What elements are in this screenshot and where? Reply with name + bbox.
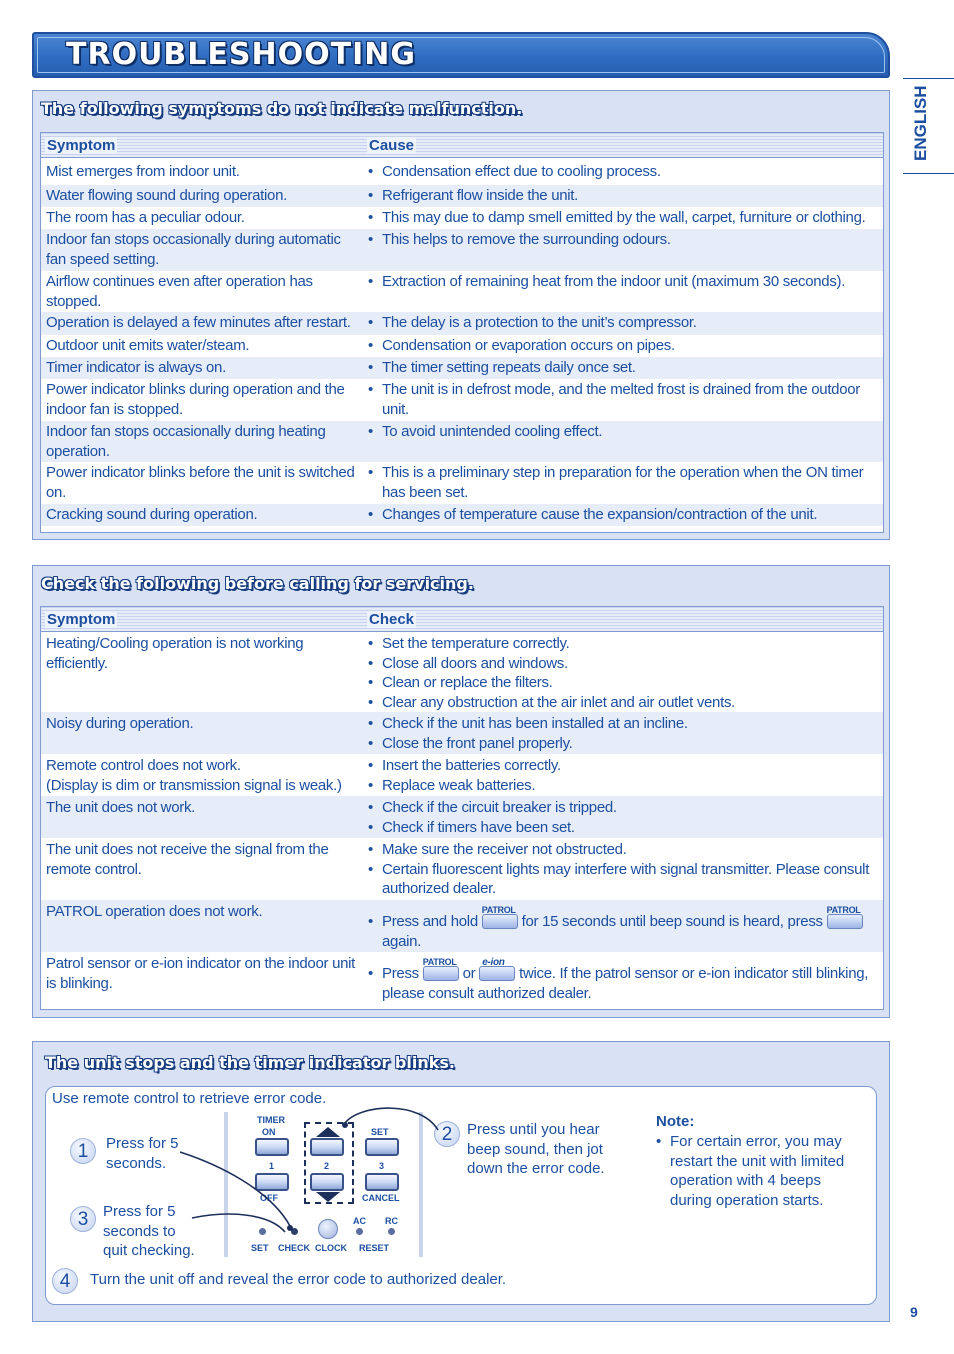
symptom-cell: Cracking sound during operation. [46,506,258,523]
check-label: CHECK [278,1243,311,1253]
timer-label: TIMER [257,1115,285,1125]
reset-label: RESET [359,1243,390,1253]
section-heading: The unit stops and the timer indicator blinks. [45,1053,455,1072]
check-item: • Check if the unit has been installed at an incline. [368,714,878,734]
cause-cell: • Condensation or evaporation occurs on pipes. [368,336,878,356]
symptom-cell: Indoor fan stops occasionally during heating operation. [46,423,326,460]
symptom-cell: Power indicator blinks during operation and the indoor fan is stopped. [46,381,345,418]
symptom-cell: The unit does not receive the signal from the remote control. [46,841,329,878]
symptom-cell: Airflow continues even after operation has stopped. [46,273,313,310]
language-label: ENGLISH [911,85,930,161]
cause-cell: • Refrigerant flow inside the unit. [368,186,878,206]
symptom-cell: The room has a peculiar odour. [46,209,245,226]
symptom-cell: Indoor fan stops occasionally during automatic fan speed setting. [46,231,341,268]
symptom-cell: Operation is delayed a few minutes after restart. [46,314,351,331]
intro-text: Use remote control to retrieve error code. [52,1090,327,1107]
cause-cell: • Extraction of remaining heat from the indoor unit (maximum 30 seconds). [368,272,878,292]
column-header-symptom: Symptom [47,611,116,628]
check-text: or [462,965,476,982]
set-bottom-label: SET [251,1243,269,1253]
clock-label: CLOCK [315,1243,347,1253]
check-item: • Check if the circuit breaker is tripped. [368,798,878,818]
check-text: Press [382,965,419,982]
patrol-button-label: PATROL [481,905,516,915]
symptom-cell: Mist emerges from indoor unit. [46,163,240,180]
cause-cell: • This helps to remove the surrounding odours. [368,230,878,250]
e-ion-button-label: e-ion [482,957,505,968]
rc-label: RC [385,1216,398,1226]
check-item: • Close the front panel properly. [368,734,878,754]
number-3-label: 3 [379,1161,385,1171]
column-header-symptom: Symptom [47,137,116,154]
note-title: Note: [656,1113,695,1130]
check-item: • Close all doors and windows. [368,654,878,674]
cancel-label: CANCEL [362,1193,400,1203]
step-4-text: Turn the unit off and reveal the error code to authorized dealer. [90,1271,507,1288]
check-item: • Replace weak batteries. [368,776,878,796]
check-text: Press and hold [382,913,478,930]
symptom-cell: Noisy during operation. [46,715,194,732]
check-item: • Check if timers have been set. [368,818,878,838]
cause-cell: • The timer setting repeats daily once set. [368,358,878,378]
check-text: again. [382,932,422,950]
check-text: for 15 seconds until beep sound is heard, press [521,913,823,930]
check-item: • Make sure the receiver not obstructed. [368,840,878,860]
check-item: • Clean or replace the filters. [368,673,878,693]
step-2-text: Press until you hear beep sound, then jot down the error code. [467,1121,605,1177]
number-2-label: 2 [324,1161,330,1171]
step-number-1: 1 [70,1138,96,1164]
ac-label: AC [353,1216,366,1226]
note-text: • For certain error, you may restart the unit with limited operation with 4 beeps during operation starts. [656,1132,856,1210]
check-text: twice. If the patrol sensor or e-ion indicator still blinking, please consult authorized dealer. [382,965,869,1002]
cause-cell: • This may due to damp smell emitted by the wall, carpet, furniture or clothing. [368,208,878,228]
cause-cell: • This is a preliminary step in preparation for the operation when the ON timer has been set. [368,463,878,502]
patrol-button-label: PATROL [422,957,457,967]
symptom-cell: Timer indicator is always on. [46,359,226,376]
symptom-cell: The unit does not work. [46,799,196,816]
cause-cell: • To avoid unintended cooling effect. [368,422,878,442]
check-item: • Certain fluorescent lights may interfere with signal transmitter. Please consult authorized dealer. [368,860,878,899]
step-number-2: 2 [434,1121,460,1147]
symptom-cell: Outdoor unit emits water/steam. [46,337,250,354]
cause-cell: • The delay is a protection to the unit’s compressor. [368,313,878,333]
symptom-cell: Heating/Cooling operation is not working efficiently. [46,635,304,672]
step-1-text: Press for 5 seconds. [106,1135,179,1172]
symptom-cell: Patrol sensor or e-ion indicator on the indoor unit is blinking. [46,955,356,992]
section-heading: Check the following before calling for servicing. [41,574,474,593]
symptom-cell: PATROL operation does not work. [46,903,263,920]
number-1-label: 1 [269,1161,275,1171]
cause-cell: • The unit is in defrost mode, and the melted frost is drained from the outdoor unit. [368,380,878,419]
column-header-cause: Cause [369,137,415,154]
set-label: SET [371,1127,389,1137]
symptom-cell: Power indicator blinks before the unit is switched on. [46,464,355,501]
step-number-3: 3 [70,1206,96,1232]
symptom-cell: Water flowing sound during operation. [46,187,287,204]
page-title: TROUBLESHOOTING [66,37,416,72]
check-item: • Clear any obstruction at the air inlet and air outlet vents. [368,693,878,713]
symptom-line: Remote control does not work. [46,757,241,774]
off-label: OFF [260,1193,278,1203]
page-number: 9 [910,1304,918,1320]
patrol-button-label: PATROL [826,905,861,915]
on-label: ON [262,1127,276,1137]
step-number-4: 4 [52,1268,78,1294]
cause-cell: • Condensation effect due to cooling process. [368,162,878,182]
check-item: • Insert the batteries correctly. [368,756,878,776]
step-3-text: Press for 5 seconds to quit checking. [103,1203,195,1259]
symptom-line: (Display is dim or transmission signal is weak.) [46,776,342,794]
cause-cell: • Changes of temperature cause the expansion/contraction of the unit. [368,505,878,525]
column-header-check: Check [369,611,415,628]
section-heading: The following symptoms do not indicate malfunction. [41,99,523,118]
check-item: • Set the temperature correctly. [368,634,878,654]
